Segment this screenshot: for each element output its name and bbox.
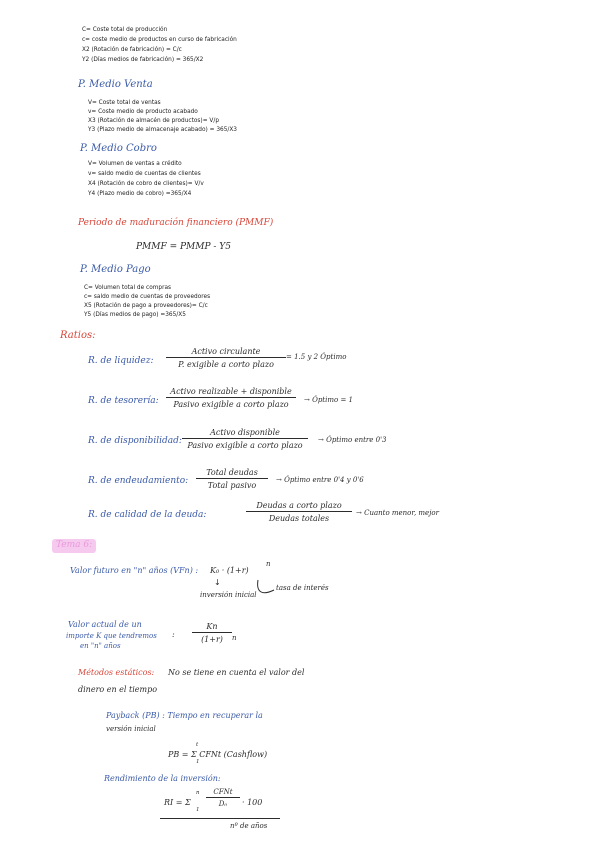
text-line: C= Coste total de producción bbox=[82, 27, 168, 33]
fraction-denominator: D₀ bbox=[218, 800, 228, 808]
text-line: v= Coste medio de producto acabado bbox=[88, 109, 198, 115]
vf-inversion-note: inversión inicial bbox=[200, 591, 257, 599]
metodos-text: dinero en el tiempo bbox=[78, 685, 158, 694]
fraction-bar bbox=[246, 511, 352, 512]
heading-rendimiento: Rendimiento de la inversión: bbox=[104, 774, 221, 783]
fraction-denominator: Pasivo exigible a corto plazo bbox=[173, 400, 289, 409]
ratio-fraction bbox=[246, 501, 352, 523]
fraction-denominator: P. exigible a corto plazo bbox=[178, 360, 274, 369]
heading-p-medio-venta: P. Medio Venta bbox=[78, 79, 153, 90]
ratio-fraction bbox=[166, 347, 286, 369]
heading-pmmf: Periodo de maduración financiero (PMMF) bbox=[78, 218, 274, 228]
down-arrow-icon: ↓ bbox=[214, 578, 221, 587]
text-line: X3 (Rotación de almacén de productos)= V/p bbox=[88, 118, 219, 124]
va-colon: : bbox=[172, 630, 175, 639]
ratio-note: → Óptimo = 1 bbox=[304, 396, 353, 404]
payback-formula: PB = Σ CFNt (Cashflow) bbox=[168, 750, 268, 759]
fraction-numerator: Deudas a corto plazo bbox=[256, 501, 342, 510]
text-line: c= saldo medio de cuentas de proveedores bbox=[84, 294, 211, 300]
text-line: Y2 (Días medios de fabricación) = 365/X2 bbox=[82, 57, 204, 63]
ratio-note: → Óptimo entre 0'4 y 0'6 bbox=[276, 476, 364, 484]
text-line: V= Coste total de ventas bbox=[88, 100, 161, 106]
fraction-bar bbox=[182, 438, 308, 439]
pmmf-formula: PMMF = PMMP - Y5 bbox=[136, 242, 231, 252]
ri-fraction bbox=[206, 788, 240, 808]
fraction-denominator: Deudas totales bbox=[268, 514, 330, 523]
va-label: en "n" años bbox=[80, 642, 121, 650]
va-label: Valor actual de un bbox=[68, 620, 142, 629]
fraction-numerator: CFNt bbox=[213, 788, 233, 796]
text-line: X5 (Rotación de pago a proveedores)= C/c bbox=[84, 303, 208, 309]
text-line: Y3 (Plazo medio de almacenaje acabado) = 365/X3 bbox=[88, 127, 237, 133]
ratio-fraction bbox=[196, 468, 268, 490]
ri-years: nº de años bbox=[230, 822, 268, 830]
text-line: V= Volumen de ventas a crédito bbox=[88, 161, 182, 167]
text-line: Y4 (Plazo medio de cobro) =365/X4 bbox=[88, 191, 192, 197]
ratio-note: → Óptimo entre 0'3 bbox=[318, 436, 387, 444]
payback-sub: 1 bbox=[196, 759, 200, 765]
metodos-text: No se tiene en cuenta el valor del bbox=[168, 668, 305, 677]
fraction-numerator: Activo realizable + disponible bbox=[170, 387, 292, 396]
ri-main-bar bbox=[160, 818, 280, 819]
heading-ratios: Ratios: bbox=[60, 330, 96, 341]
heading-tema-6: Tema 6: bbox=[56, 540, 93, 550]
va-fraction bbox=[192, 622, 232, 644]
ri-sup: n bbox=[196, 790, 200, 796]
fraction-denominator: Pasivo exigible a corto plazo bbox=[187, 441, 303, 450]
ratio-name: R. de disponibilidad: bbox=[88, 436, 182, 446]
vf-label: Valor futuro en "n" años (VFn) : bbox=[70, 566, 199, 575]
ratio-fraction bbox=[182, 428, 308, 450]
text-line: Y5 (Días medios de pago) =365/X5 bbox=[84, 312, 186, 318]
heading-p-medio-cobro: P. Medio Cobro bbox=[80, 143, 157, 154]
fraction-denominator: Total pasivo bbox=[207, 481, 257, 490]
text-line: X4 (Rotación de cobro de clientes)= V/v bbox=[88, 181, 204, 187]
fraction-bar bbox=[166, 357, 286, 358]
fraction-bar bbox=[192, 632, 232, 633]
ratio-note: = 1.5 y 2 Óptimo bbox=[286, 353, 347, 361]
ri-prefix: RI = Σ bbox=[164, 798, 191, 807]
payback-label: versión inicial bbox=[106, 725, 156, 733]
heading-metodos-estaticos: Métodos estáticos: bbox=[78, 668, 155, 677]
fraction-numerator: Kn bbox=[206, 622, 218, 631]
va-exponent: n bbox=[232, 634, 237, 642]
ratio-fraction bbox=[166, 387, 296, 409]
arrow-curve-icon bbox=[254, 578, 276, 600]
payback-label: Payback (PB) : Tiempo en recuperar la bbox=[106, 711, 263, 720]
va-label: importe K que tendremos bbox=[66, 632, 157, 640]
fraction-numerator: Activo circulante bbox=[191, 347, 261, 356]
fraction-numerator: Activo disponible bbox=[210, 428, 280, 437]
fraction-denominator: (1+r) bbox=[201, 635, 223, 644]
text-line: c= coste medio de productos en curso de fabricación bbox=[82, 37, 237, 43]
fraction-bar bbox=[206, 797, 240, 798]
text-line: C= Volumen total de compras bbox=[84, 285, 172, 291]
ri-sub: 1 bbox=[196, 807, 200, 813]
ratio-note: → Cuanto menor, mejor bbox=[356, 509, 439, 517]
ratio-name: R. de tesorería: bbox=[88, 396, 159, 406]
fraction-bar bbox=[166, 397, 296, 398]
payback-sup: t bbox=[196, 742, 199, 748]
text-line: v= saldo medio de cuentas de clientes bbox=[88, 171, 201, 177]
ratio-name: R. de liquidez: bbox=[88, 356, 154, 366]
vf-exponent: n bbox=[266, 560, 271, 568]
fraction-bar bbox=[196, 478, 268, 479]
fraction-numerator: Total deudas bbox=[206, 468, 258, 477]
text-line: X2 (Rotación de fabricación) = C/c bbox=[82, 47, 182, 53]
heading-p-medio-pago: P. Medio Pago bbox=[80, 264, 151, 275]
ratio-name: R. de endeudamiento: bbox=[88, 476, 189, 486]
vf-interes-note: tasa de interés bbox=[276, 584, 329, 592]
vf-formula: K₀ · (1+r) bbox=[210, 566, 249, 575]
ratio-name: R. de calidad de la deuda: bbox=[88, 510, 207, 520]
ri-times: · 100 bbox=[242, 798, 263, 807]
